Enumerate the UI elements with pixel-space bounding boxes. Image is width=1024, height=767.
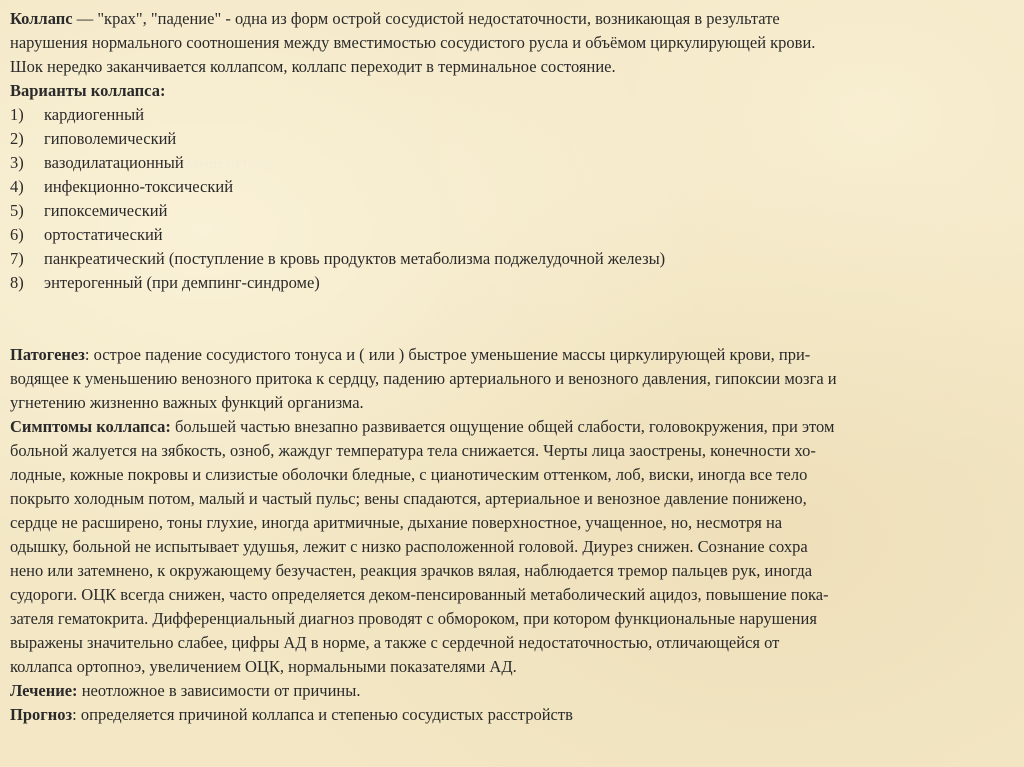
intro-line-2: нарушения нормального соотношения между вместимостью сосудистого русла и объёмом циркулирующей крови. [10, 33, 816, 52]
symptoms-line-2: больной жалуется на зябкость, озноб, жаждуг температура тела снижается. Черты лица заострены, конечности хо- [10, 441, 816, 460]
intro-line-3: Шок нередко заканчивается коллапсом, коллапс переходит в терминальное состояние. [10, 57, 616, 76]
variant-item [10, 247, 665, 271]
pathogenesis-paragraph [10, 343, 1012, 415]
variant-number: 1) [10, 105, 24, 124]
prognosis-paragraph [10, 703, 573, 727]
variant-number: 7) [10, 249, 24, 268]
symptoms-term: Симптомы коллапса: [10, 417, 171, 436]
pathogenesis-term: Патогенез [10, 345, 85, 364]
symptoms-line-3: лодные, кожные покровы и слизистые оболочки бледные, с цианотическим оттенком, лоб, виски, иногда все тело [10, 465, 808, 484]
variant-text: кардиогенный [44, 105, 145, 124]
variant-item [10, 223, 665, 247]
intro-term: Коллапс [10, 9, 73, 28]
variant-number: 8) [10, 273, 24, 292]
symptoms-line-9: зателя гематокрита. Дифференциальный диагноз проводят с обмороком, при котором функциональные нарушения [10, 609, 817, 628]
variant-item [10, 127, 665, 151]
variant-text: вазодилатационный [44, 153, 184, 172]
variant-item [10, 175, 665, 199]
treatment-paragraph [10, 679, 360, 703]
pathogenesis-text-1: : острое падение сосудистого тонуса и ( или ) быстрое уменьшение массы циркулирующей крови, при- [84, 345, 811, 364]
variants-heading: Варианты коллапса: [10, 81, 166, 100]
symptoms-line-1 [10, 415, 1012, 439]
intro-paragraph [10, 7, 1010, 79]
pathogenesis-line-2: водящее к уменьшению венозного притока к сердцу, падению артериального и венозного давления, гипоксии мозга и [10, 369, 837, 388]
watermark: MedicalPlanet [185, 156, 273, 172]
pathogenesis-line-1 [10, 343, 1012, 367]
symptoms-line-8: судороги. ОЦК всегда снижен, часто определяется деком-пенсированный метаболический ацидоз, повышение пока- [10, 585, 829, 604]
symptoms-line-4: покрыто холодным потом, малый и частый пульс; вены спадаются, артериальное и венозное давление понижено, [10, 489, 807, 508]
symptoms-line-10: выражены значительно слабее, цифры АД в норме, а также с сердечной недостаточностью, отличающейся от [10, 633, 780, 652]
variant-item [10, 103, 665, 127]
variant-number: 6) [10, 225, 24, 244]
symptoms-text-1: большей частью внезапно развивается ощущение общей слабости, головокружения, при этом [170, 417, 835, 436]
variant-text: панкреатический (поступление в кровь продуктов метаболизма поджелудочной железы) [44, 249, 666, 268]
symptoms-line-7: нено или затемнено, к окружающему безучастен, реакция зрачков вялая, наблюдается тремор пальцев рук, иногда [10, 561, 813, 580]
variant-number: 2) [10, 129, 24, 148]
variant-item [10, 199, 665, 223]
variant-item [10, 151, 665, 175]
symptoms-line-5: сердце не расширено, тоны глухие, иногда аритмичные, дыхание поверхностное, учащенное, но, несмотря на [10, 513, 783, 532]
symptoms-paragraph [10, 415, 1012, 679]
variant-number: 3) [10, 153, 24, 172]
prognosis-text: : определяется причиной коллапса и степенью сосудистых расстройств [72, 705, 573, 724]
variant-text: гипоксемический [44, 201, 168, 220]
slide-content [10, 0, 1018, 767]
variant-text: гиповолемический [44, 129, 177, 148]
intro-text-1: — "крах", "падение" - одна из форм острой сосудистой недостаточности, возникающая в результате [72, 9, 780, 28]
treatment-text: неотложное в зависимости от причины. [77, 681, 361, 700]
variant-text: ортостатический [44, 225, 163, 244]
variant-number: 5) [10, 201, 24, 220]
variants-list [10, 103, 665, 295]
variant-item [10, 271, 665, 295]
treatment-term: Лечение: [10, 681, 78, 700]
symptoms-line-6: одышку, больной не испытывает удушья, лежит с низко расположенной головой. Диурез снижен. Сознание сохра [10, 537, 808, 556]
pathogenesis-line-3: угнетению жизненно важных функций организма. [10, 393, 364, 412]
symptoms-line-11: коллапса ортопноэ, увеличением ОЦК, нормальными показателями АД. [10, 657, 517, 676]
variant-text: энтерогенный (при демпинг-синдроме) [44, 273, 320, 292]
variant-number: 4) [10, 177, 24, 196]
variant-text: инфекционно-токсический [44, 177, 234, 196]
prognosis-term: Прогноз [10, 705, 73, 724]
intro-line-1 [10, 7, 1010, 31]
